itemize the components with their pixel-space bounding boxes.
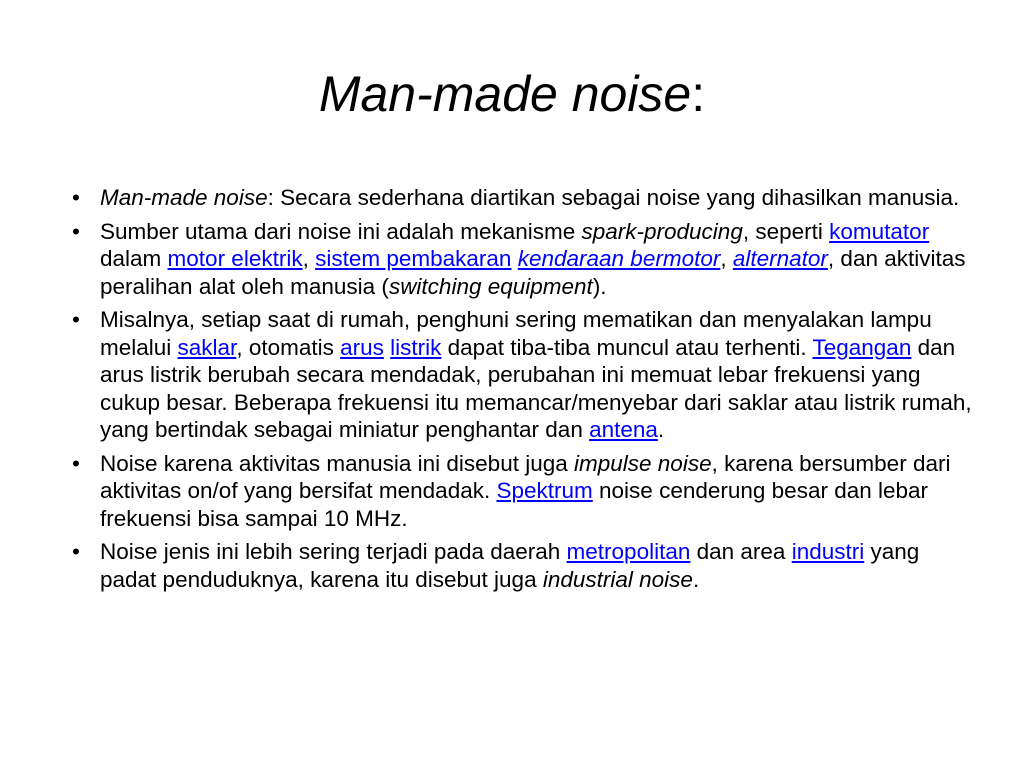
bullet-dot-icon: • xyxy=(72,307,80,332)
bullet-text: , dan aktivitas peralihan alat oleh manusia ( xyxy=(100,246,966,299)
bullet-text: yang padat penduduknya, karena itu disebut juga xyxy=(100,539,920,592)
italic-term: switching equipment xyxy=(388,273,593,299)
hyperlink[interactable]: alternator xyxy=(732,246,828,271)
bullet-text: , seperti xyxy=(742,218,830,244)
bullet-item xyxy=(62,450,972,533)
italic-term: industrial noise xyxy=(542,566,693,592)
bullet-text: , xyxy=(302,246,316,271)
bullet-text: dan area xyxy=(690,539,792,564)
hyperlink[interactable]: komutator xyxy=(829,218,930,244)
bullet-item xyxy=(62,184,972,212)
bullet-text: noise cenderung besar dan lebar frekuensi bisa sampai 10 MHz. xyxy=(100,478,929,531)
bullet-dot-icon: • xyxy=(72,185,80,210)
bullet-text: dapat tiba-tiba muncul atau terhenti. xyxy=(441,334,813,360)
hyperlink[interactable]: sistem pembakaran xyxy=(315,246,512,271)
hyperlink[interactable]: metropolitan xyxy=(566,539,691,564)
hyperlink[interactable]: saklar xyxy=(177,334,237,360)
slide-body xyxy=(62,184,972,599)
hyperlink[interactable]: kendaraan bermotor xyxy=(517,246,721,271)
italic-term: spark-producing xyxy=(581,218,743,244)
hyperlink[interactable]: arus xyxy=(340,334,384,360)
bullet-item xyxy=(62,306,972,444)
bullet-text: , xyxy=(720,246,733,271)
bullet-text: Misalnya, setiap saat di rumah, penghuni sering mematikan dan menyalakan lampu melalui xyxy=(100,307,932,360)
slide-title-italic: Man-made noise xyxy=(318,66,692,122)
bullet-dot-icon: • xyxy=(72,218,80,244)
bullet-text: Noise karena aktivitas manusia ini disebut juga xyxy=(100,450,575,476)
bullet-text: dalam xyxy=(100,246,168,271)
bullet-item xyxy=(62,218,972,301)
italic-term: Man-made noise xyxy=(100,185,268,210)
bullet-text: : Secara sederhana diartikan sebagai noise yang dihasilkan manusia. xyxy=(267,185,960,210)
italic-term: impulse noise xyxy=(574,450,712,476)
bullet-list xyxy=(62,184,972,593)
bullet-text: dan arus listrik berubah secara mendadak, perubahan ini memuat lebar frekuensi yang cukup besar. Beberapa frekuensi itu memancar/menyebar dari saklar atau listrik rumah, yang bertindak sebagai miniatur penghantar dan xyxy=(100,334,972,442)
bullet-text: . xyxy=(657,417,665,442)
bullet-text: , karena bersumber dari aktivitas on/of yang bersifat mendadak. xyxy=(100,450,951,503)
bullet-text: Noise jenis ini lebih sering terjadi pada daerah xyxy=(100,539,567,564)
hyperlink[interactable]: Tegangan xyxy=(812,334,912,360)
bullet-text: ). xyxy=(592,273,607,299)
hyperlink[interactable]: listrik xyxy=(390,334,442,360)
bullet-text: , otomatis xyxy=(236,334,341,360)
hyperlink[interactable]: antena xyxy=(589,417,658,442)
hyperlink[interactable]: industri xyxy=(791,539,865,564)
bullet-dot-icon: • xyxy=(72,450,80,476)
hyperlink[interactable]: Spektrum xyxy=(496,478,593,503)
hyperlink[interactable]: motor elektrik xyxy=(167,246,303,271)
bullet-dot-icon: • xyxy=(72,539,80,564)
slide-title-colon: : xyxy=(691,66,706,122)
bullet-item xyxy=(62,538,972,593)
bullet-text: . xyxy=(692,566,700,592)
bullet-text: Sumber utama dari noise ini adalah mekanisme xyxy=(100,218,582,244)
slide-title xyxy=(0,62,1024,126)
